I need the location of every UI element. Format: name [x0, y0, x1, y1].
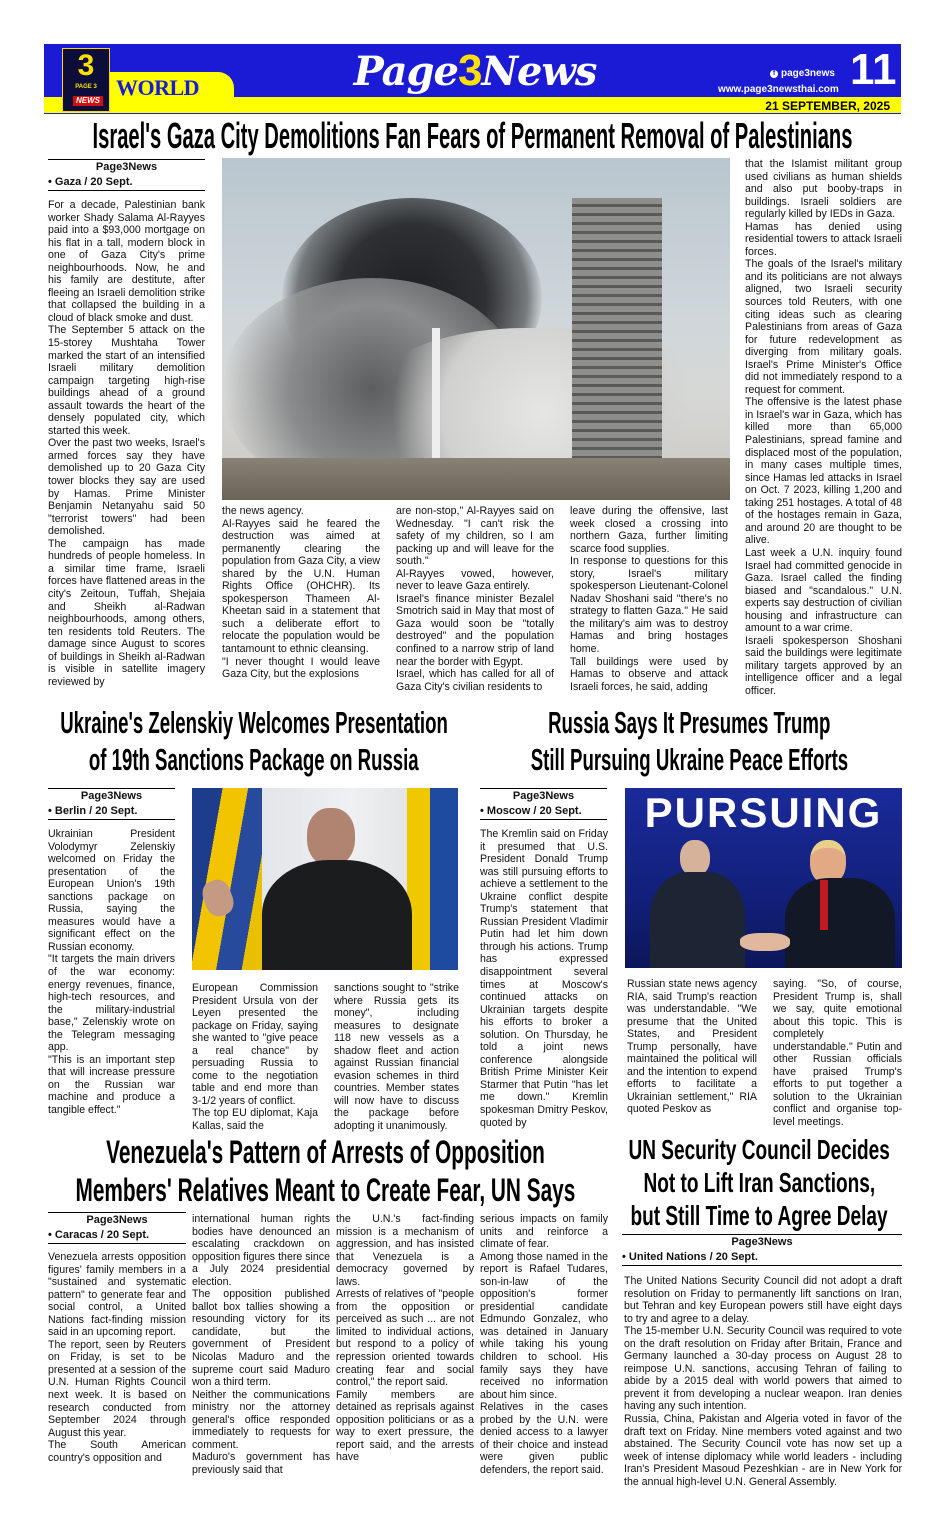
paragraph: Russian state news agency RIA, said Trump's reaction was understandable. "We presume that the United States, and President Trump personally, have maintained the political will and the intention to expend efforts to facilitate a Ukrainian settlement," RIA quoted Peskov as: [627, 978, 757, 1116]
paragraph: Israeli spokesperson Shoshani said the buildings were legitimate military targets approved by an intelligence officer and a legal officer.: [745, 634, 902, 697]
russia-column-3: [773, 978, 902, 1130]
paragraph: "I never thought I would leave Gaza City, but the explosions: [222, 655, 380, 681]
page-number: 11: [850, 45, 897, 94]
byline-ukraine: [48, 788, 175, 820]
paragraph: The South American country's opposition and: [48, 1439, 186, 1464]
paragraph: Last week a U.N. inquiry found Israel had committed genocide in Gaza. Israel called the finding biased and "scandalous." U.N. experts say destruction of civilian housing and infrastructure can amount to a war crime.: [745, 546, 902, 635]
paragraph: that the Islamist militant group used civilians as human shields and also put booby-traps in buildings. Israeli soldiers are regularly killed by IEDs in Gaza.: [745, 158, 902, 221]
putin-suit: [650, 872, 745, 968]
nameplate-page: Page: [353, 47, 458, 95]
paragraph: The United Nations Security Council did not adopt a draft resolution on Friday to permanently lift sanctions on Iran, but Tehran and key European powers still have eight days to try and agree to a delay.: [624, 1275, 902, 1325]
ukraine-flag-right: [407, 788, 458, 970]
speaker-head: [307, 808, 355, 866]
headline-line: Ukraine's Zelenskiy Welcomes Presentation: [60, 705, 448, 740]
rubble-foreground: [222, 458, 730, 500]
gaza-column-2: [222, 505, 380, 698]
headline-line: but Still Time to Agree Delay: [630, 1200, 888, 1231]
facebook-icon: f: [770, 70, 778, 78]
byline-dateline: • United Nations / 20 Sept.: [622, 1251, 758, 1263]
venezuela-column-2: [192, 1213, 330, 1491]
byline-gaza: [48, 159, 205, 191]
gaza-column-1: [48, 199, 205, 701]
website-link[interactable]: www.page3newsthai.com: [718, 84, 839, 95]
facebook-handle[interactable]: [770, 68, 835, 80]
nameplate-news: News: [481, 47, 597, 95]
paragraph: leave during the offensive, last week closed a crossing into northern Gaza, further limiting scarce food supplies.: [570, 505, 728, 555]
issue-date: 21 SEPTEMBER, 2025: [765, 99, 890, 113]
zelenskiy-photo: [192, 788, 458, 970]
russia-column-1: [480, 828, 608, 1130]
headline-line: Venezuela's Pattern of Arrests of Opposition: [105, 1134, 545, 1170]
paragraph: The September 5 attack on the 15-storey Mushtaha Tower marked the start of an intensified Israeli military demolition campaign targeting high-rise buildings ahead of a ground assault towards the heart of the densely populated city, which started this week.: [48, 324, 205, 437]
byline-dateline: • Berlin / 20 Sept.: [48, 805, 138, 817]
paragraph: The offensive is the latest phase in Israel's war in Gaza, which has killed more than 65,000 Palestinians, spread famine and displaced most of the population, in many cases multiple times, since Hamas led attacks in Israel on Oct. 7 2023, killing 1,200 and taking 251 hostages. A total of 48 of the hostages remain in Gaza, and around 20 are thought to be alive.: [745, 396, 902, 547]
headline-line: of 19th Sanctions Package on Russia: [89, 742, 419, 777]
paragraph: European Commission President Ursula von der Leyen presented the package on Friday, saying she wanted to "give peace a real chance" by persuading Russia to come to the negotiation table and end more than 3-1/2 years of conflict.: [192, 982, 318, 1107]
headline-venezuela: [44, 1133, 606, 1209]
paragraph: Over the past two weeks, Israel's armed forces say they have demolished up to 20 Gaza City tower blocks they say are used by Hamas. Prime Minister Benjamin Netanyahu said 50 "terrorist towers" had been demolished.: [48, 437, 205, 538]
paragraph: Ukrainian President Volodymyr Zelenskiy welcomed on Friday the presentation of the European Union's 19th sanctions package on Russia, saying the measures would have a significant effect on the Russian economy.: [48, 828, 175, 953]
headline-gaza: [44, 115, 901, 157]
venezuela-column-4: [480, 1213, 608, 1491]
speaker-body: [262, 860, 412, 970]
headline-line: Russia Says It Presumes Trump: [547, 705, 831, 740]
paragraph: Venezuela arrests opposition figures' family members in a "sustained and systematic pattern" to generate fear and social control, a United Nations fact-finding mission said in an upcoming report.: [48, 1251, 186, 1339]
backdrop-lettering: PURSUING: [644, 789, 883, 836]
nameplate-three: 3: [457, 46, 482, 95]
newspaper-nameplate: [353, 46, 597, 96]
paragraph: Arrests of relatives of "people from the opposition or perceived as such ... are not limited to individual actions, but respond to a policy of repression oriented towards creating fear and social control," the report said.: [336, 1288, 474, 1389]
gaza-column-3: [396, 505, 554, 698]
paragraph: Relatives in the cases probed by the U.N. were denied access to a lawyer of their choice and instead were given public defenders, the report said.: [480, 1401, 608, 1476]
paragraph: The top EU diplomat, Kaja Kallas, said the: [192, 1107, 318, 1132]
gaza-column-5: [745, 158, 902, 700]
paragraph: Hamas has denied using residential towers to attack Israeli forces.: [745, 220, 902, 258]
paragraph: sanctions sought to "strike where Russia gets its money", including measures to designate 118 new vessels as a shadow fleet and action against Russian financial evasion schemes in third countries. Member states will now have to discuss the package before adopting it unanimously.: [334, 982, 459, 1132]
byline-source: Page3News: [86, 1214, 148, 1226]
headline-russia: [476, 704, 902, 778]
russia-column-2: [627, 978, 757, 1130]
paragraph: The campaign has made hundreds of people homeless. In a similar time frame, Israeli forces have flattened areas in the city's Zeitoun, Tuffah, Shejaia and Sheikh al-Radwan neighbourhoods, among others, ten residents told Reuters. The damage since August to scores of buildings in Sheikh al-Radwan is visible in satellite imagery reviewed by: [48, 537, 205, 688]
tower-block: [572, 198, 662, 498]
paragraph: Family members are detained as reprisals against opposition politicians or as a way to exert pressure, the report said, and the arrests have: [336, 1388, 474, 1464]
paragraph: The goals of the Israel's military and its politicians are not always aligned, two Israeli security sources told Reuters, with one citing ideas such as clearing Palestinians from areas of Gaza for future redevelopment as diverging from military goals. Israel's Prime Minister's Office did not immediately respond to a request for comment.: [745, 258, 902, 396]
headline-line: Not to Lift Iran Sanctions,: [643, 1167, 875, 1198]
handshake: [740, 933, 790, 951]
gaza-demolition-photo: [222, 158, 730, 500]
ukraine-column-2: [192, 982, 318, 1132]
paragraph: international human rights bodies have denounced an escalating crackdown on opposition figures there since a July 2024 presidential election.: [192, 1213, 330, 1288]
paragraph: Neither the communications ministry nor the attorney general's office responded immediately to requests for comment.: [192, 1388, 330, 1451]
paragraph: serious impacts on family units and reinforce a climate of fear.: [480, 1213, 608, 1251]
paragraph: The report, seen by Reuters on Friday, is set to be presented at a session of the U.N. Human Rights Council next week. It is based on research conducted from September 2024 through August this year.: [48, 1338, 186, 1439]
section-label: WORLD: [116, 75, 200, 100]
headline-line: Still Pursuing Ukraine Peace Efforts: [530, 742, 848, 777]
byline-dateline: • Caracas / 20 Sept.: [48, 1229, 150, 1241]
paragraph: Israel, which has called for all of Gaza City's civilian residents to: [396, 668, 554, 693]
paragraph: The 15-member U.N. Security Council was required to vote on the draft resolution on Friday after Britain, France and Germany launched a 30-day process on August 28 to reimpose U.N. sanctions, accusing Tehran of failing to abide by a 2015 deal with world powers that aimed to prevent it from developing a nuclear weapon. Iran denies having any such intention.: [624, 1325, 902, 1413]
paragraph: Among those named in the report is Rafael Tudares, son-in-law of the opposition's former presidential candidate Edmundo Gonzalez, who was detained in January while taking his young children to school. His family says they have received no information about him since.: [480, 1250, 608, 1401]
byline-venezuela: [48, 1212, 186, 1244]
byline-dateline: • Gaza / 20 Sept.: [48, 176, 133, 188]
paragraph: Al-Rayyes vowed, however, never to leave Gaza entirely.: [396, 567, 554, 593]
paragraph: Israel's finance minister Bezalel Smotrich said in May that most of Gaza would soon be "totally destroyed" and the population confined to a narrow strip of land near the border with Egypt.: [396, 592, 554, 668]
venezuela-column-1: [48, 1251, 186, 1491]
ukraine-column-3: [334, 982, 459, 1132]
paragraph: saying. "So, of course, President Trump is, shall we say, quite emotional about this topic. This is completely understandable." Putin and other Russian officials have praised Trump's efforts to put together a solution to the Ukrainian conflict and organise top-level meetings.: [773, 978, 902, 1129]
iran-column-1: [624, 1275, 902, 1493]
venezuela-column-3: [336, 1213, 474, 1491]
trump-suit: [785, 878, 895, 968]
facebook-handle-text: page3news: [781, 68, 835, 79]
gaza-column-4: [570, 505, 728, 698]
byline-dateline: • Moscow / 20 Sept.: [480, 805, 582, 817]
byline-source: Page3News: [731, 1236, 793, 1248]
logo-number: 3: [77, 49, 95, 82]
putin-trump-photo: [625, 788, 902, 968]
putin-head: [680, 840, 710, 876]
logo-small-text: PAGE 3: [75, 84, 97, 90]
paragraph: Al-Rayyes said he feared the destruction was aimed at permanently clearing the population from Gaza City, a view shared by the U.N. Human Rights Office (OHCHR). Its spokesperson Thameen Al-Kheetan said in a statement that such a deliberate effort to relocate the population would be tantamount to ethnic cleansing.: [222, 517, 380, 656]
paragraph: the U.N.'s fact-finding mission is a mechanism of aggression, and has insisted that Venezuela is a democracy governed by laws.: [336, 1213, 474, 1288]
headline-text: Israel's Gaza City Demolitions Fan Fears of Permanent Removal of Palestinians: [92, 115, 853, 156]
paragraph: "It targets the main drivers of the war economy: energy revenues, finance, high-tech resources, and the military-industrial base," Zelenskiy wrote on the Telegram messaging app.: [48, 953, 175, 1054]
paragraph: the news agency.: [222, 505, 304, 517]
paragraph: are non-stop," Al-Rayyes said on Wednesday. "I can't risk the safety of my children, so I am packing up and will leave for the south.": [396, 505, 554, 568]
headline-ukraine: [48, 704, 460, 778]
byline-source: Page3News: [80, 790, 143, 802]
headline-line: Members' Relatives Meant to Create Fear, UN Says: [75, 1172, 575, 1208]
byline-iran: [622, 1234, 902, 1266]
paragraph: "This is an important step that will increase pressure on the Russian war machine and produce a tangible effect.": [48, 1053, 175, 1117]
logo-news-badge: NEWS: [73, 96, 103, 106]
byline-source: Page3News: [95, 161, 158, 173]
red-tie: [820, 880, 828, 930]
headline-line: UN Security Council Decides: [628, 1134, 890, 1165]
paragraph: Russia, China, Pakistan and Algeria voted in favor of the draft text on Friday. Nine members voted against and two abstained. The Security Council vote has now set up a week of intense diplomacy while world leaders - including Iran's President Masoud Pezeshkian - are in New York for the annual high-level U.N. General Assembly.: [624, 1413, 902, 1488]
paragraph: Maduro's government has previously said that: [192, 1451, 330, 1476]
page3-logo: [62, 48, 110, 112]
ukraine-flag: [192, 788, 262, 970]
paragraph: The opposition published ballot box tallies showing a resounding victory for its candidate, but the government of President Nicolas Maduro and the supreme court said Maduro won a third term.: [192, 1288, 330, 1389]
paragraph: In response to questions for this story, Israel's military spokesperson Lieutenant-Colonel Nadav Shoshani said "there's no strategy to flatten Gaza." He said the military's aim was to destroy Hamas and bring hostages home.: [570, 555, 728, 656]
byline-russia: [480, 788, 607, 820]
paragraph: Tall buildings were used by Hamas to observe and attack Israeli forces, he said, adding: [570, 655, 728, 693]
headline-iran: [614, 1133, 904, 1232]
ukraine-column-1: [48, 828, 175, 1130]
paragraph: The Kremlin said on Friday it presumed that U.S. President Donald Trump was still pursuing efforts to achieve a settlement to the Ukraine conflict despite Trump's statement that Russian President Vladimir Putin had let him down through his actions. Trump has expressed disappointment several times at Moscow's continued attacks on Ukrainian targets despite his efforts to broker a solution. On Thursday, he told a joint news conference alongside British Prime Minister Keir Starmer that Putin "has let me down." Kremlin spokesman Dmitry Peskov, quoted by: [480, 828, 608, 1129]
byline-source: Page3News: [512, 790, 575, 802]
paragraph: For a decade, Palestinian bank worker Shady Salama Al-Rayyes paid into a $93,000 mortgage on his flat in a tall, modern block in one of Gaza City's prime neighbourhoods. Now, he and his family are destitute, after fleeing an Israeli demolition strike that collapsed the building in a cloud of black smoke and dust.: [48, 199, 205, 324]
